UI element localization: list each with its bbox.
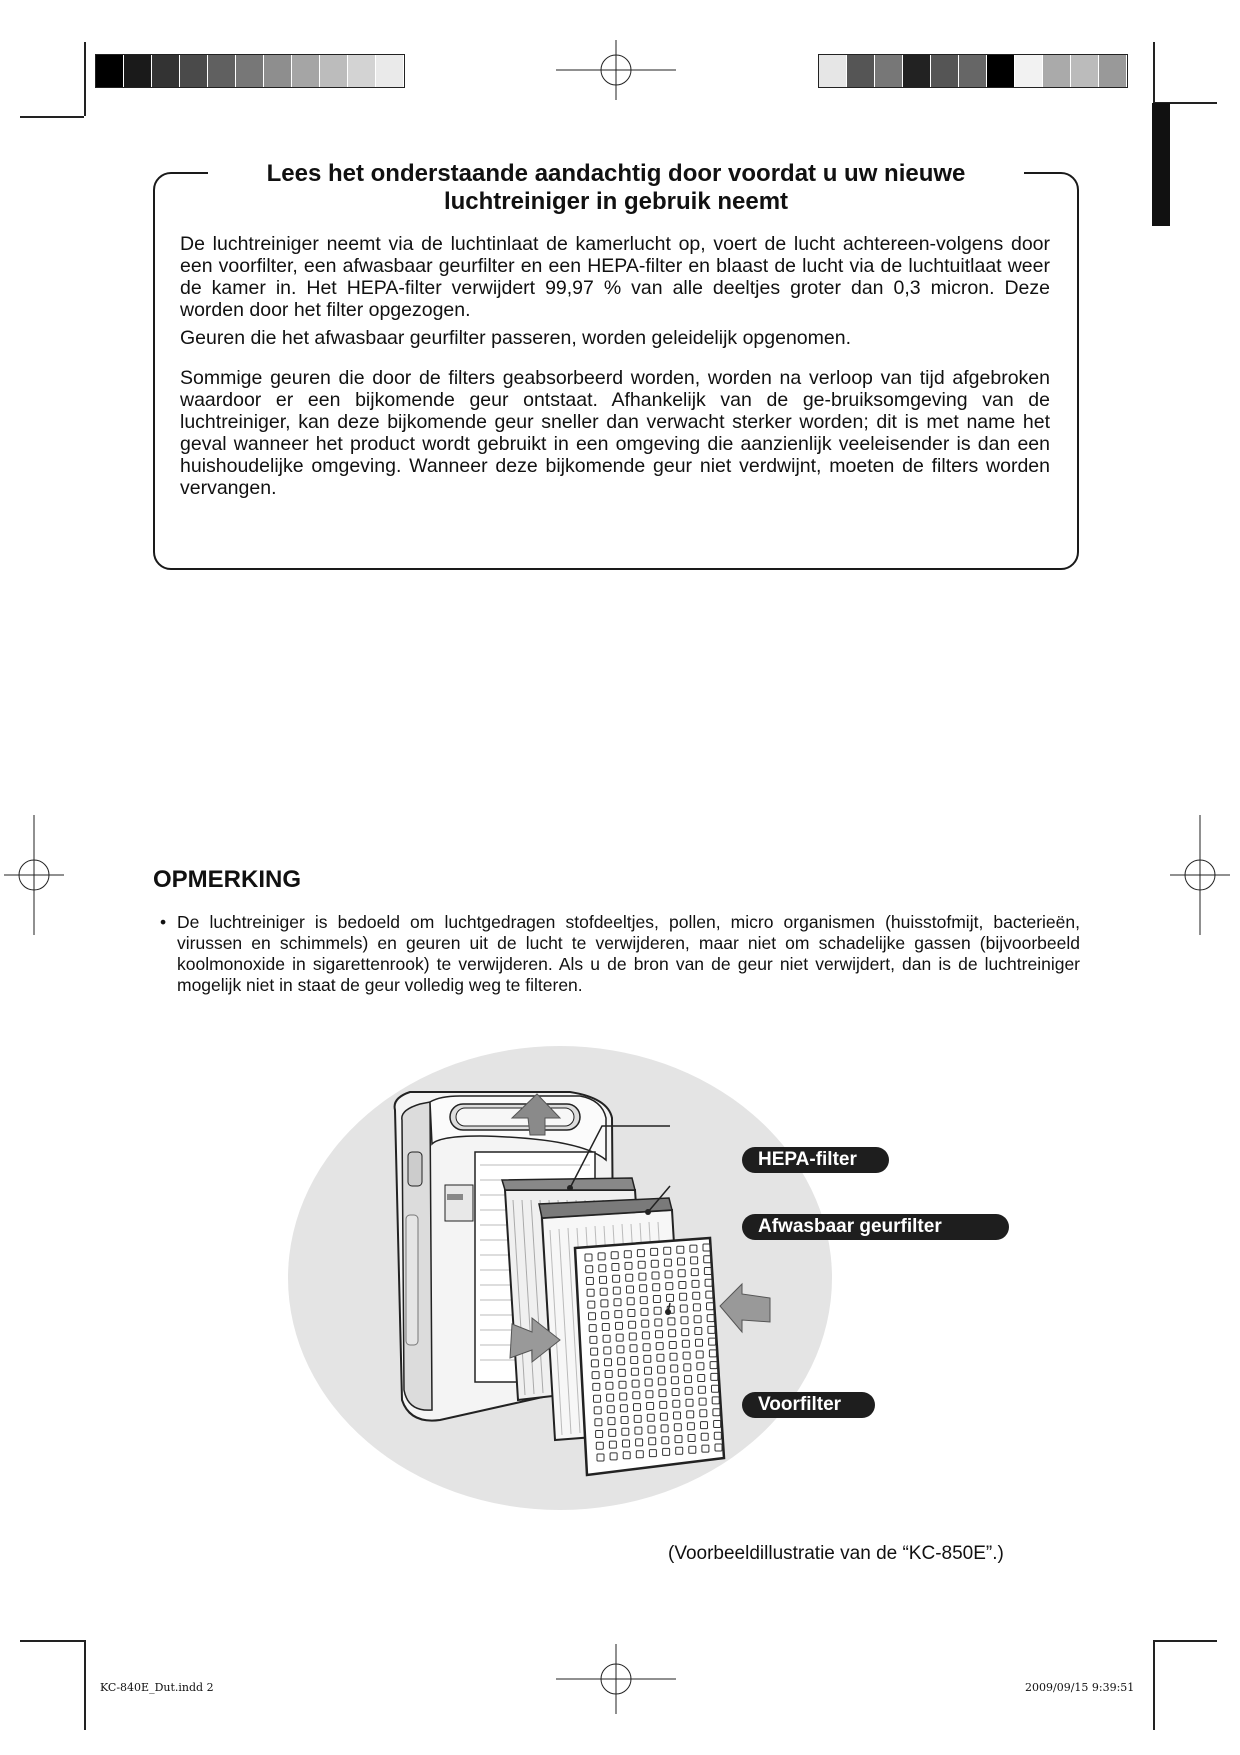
calibration-swatch: [931, 55, 959, 87]
calibration-swatch: [1015, 55, 1043, 87]
calibration-swatch: [1099, 55, 1127, 87]
calibration-swatch: [124, 55, 152, 87]
calibration-swatch: [847, 55, 875, 87]
intro-title-line1: Lees het onderstaande aandachtig door voordat u uw nieuwe: [266, 160, 966, 187]
calibration-swatch: [320, 55, 348, 87]
registration-mark-top: [556, 40, 676, 100]
intro-paragraph-1: De luchtreiniger neemt via de luchtinlaat de kamerlucht op, voert de lucht achtereen-volgens door een voorfilter, een afwasbaar geurfilter en een HEPA-filter en blaast de lucht via de luchtuitlaat weer de kamer in. Het HEPA-filter verwijdert 99,97 % van alle deeltjes groter dan 0,3 micron. Deze worden door het filter opgezogen.: [180, 233, 1050, 321]
calibration-swatch: [348, 55, 376, 87]
label-hepa-filter: HEPA-filter: [742, 1147, 889, 1173]
note-text: De luchtreiniger is bedoeld om luchtgedragen stofdeeltjes, pollen, micro organismen (huisstofmijt, bacterieën, virussen en schimmels) en geuren uit de lucht te verwijderen, maar niet om schadelijke gassen (bijvoorbeeld koolmonoxide in sigarettenrook) te verwijderen. Als u de bron van de geur niet verwijdert, dan is de luchtreiniger mogelijk niet in staat de geur volledig weg te filteren.: [177, 912, 1080, 995]
note-list: [160, 912, 1080, 996]
calibration-swatch: [152, 55, 180, 87]
calibration-swatch: [819, 55, 847, 87]
illustration-caption: (Voorbeeldillustratie van de “KC-850E”.): [668, 1543, 1004, 1564]
calibration-swatch: [292, 55, 320, 87]
calibration-swatch: [264, 55, 292, 87]
air-purifier-illustration: [280, 1040, 840, 1510]
calibration-swatch: [903, 55, 931, 87]
intro-text: [180, 233, 1050, 505]
bullet-marker: •: [160, 912, 167, 932]
intro-paragraph-2: Geuren die het afwasbaar geurfilter passeren, worden geleidelijk opgenomen.: [180, 327, 851, 349]
note-heading: OPMERKING: [153, 866, 302, 893]
calibration-swatch: [1071, 55, 1099, 87]
calibration-swatch: [236, 55, 264, 87]
section-tab-marker: [1152, 103, 1170, 226]
registration-mark-bottom: [556, 1644, 676, 1714]
color-calibration-bar-right: [818, 54, 1128, 88]
color-calibration-bar-left: [95, 54, 405, 88]
calibration-swatch: [376, 55, 404, 87]
label-pre-filter: Voorfilter: [742, 1392, 875, 1418]
calibration-swatch: [180, 55, 208, 87]
registration-mark-left: [4, 815, 64, 935]
label-odor-filter: Afwasbaar geurfilter: [742, 1214, 1009, 1240]
intro-title-line2: luchtreiniger in gebruik neemt: [443, 188, 789, 215]
calibration-swatch: [1043, 55, 1071, 87]
footer-timestamp: 2009/09/15 9:39:51: [1025, 1681, 1135, 1694]
intro-paragraph-3: Sommige geuren die door de filters geabsorbeerd worden, worden na verloop van tijd afgebroken waardoor er een bijkomende geur ontstaat. Afhankelijk van de ge-bruiksomgeving van de luchtreiniger, kan deze bijkomende geur sneller dan verwacht sterker worden; dit is met name het geval wanneer het product wordt gebruikt in een omgeving die aanzienlijk veeleisender is dan een huishoudelijke omgeving. Wanneer deze bijkomende geur niet verdwijnt, moeten de filters worden vervangen.: [180, 367, 1050, 499]
pre-filter-panel: [575, 1238, 724, 1475]
footer-file-name: KC-840E_Dut.indd 2: [100, 1681, 214, 1694]
calibration-swatch: [875, 55, 903, 87]
calibration-swatch: [208, 55, 236, 87]
registration-mark-right: [1170, 815, 1230, 935]
calibration-swatch: [96, 55, 124, 87]
calibration-swatch: [987, 55, 1015, 87]
intro-title: [208, 160, 1024, 216]
calibration-swatch: [959, 55, 987, 87]
